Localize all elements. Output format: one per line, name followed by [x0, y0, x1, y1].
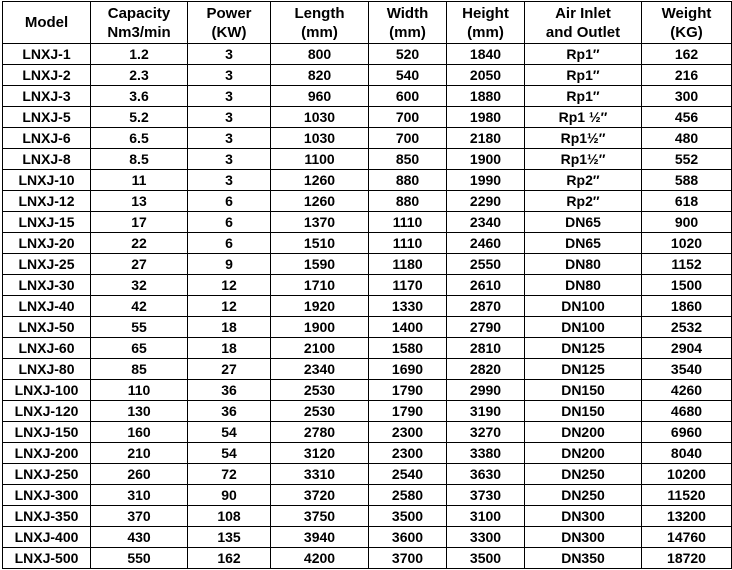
cell-air-inlet-outlet: Rp1″ — [525, 65, 642, 86]
cell-height: 2460 — [447, 233, 525, 254]
cell-model: LNXJ-2 — [3, 65, 91, 86]
cell-model: LNXJ-400 — [3, 527, 91, 548]
cell-power: 3 — [188, 149, 271, 170]
table-row — [3, 506, 732, 527]
cell-weight: 14760 — [642, 527, 732, 548]
cell-length: 1030 — [271, 128, 369, 149]
cell-capacity: 310 — [91, 485, 188, 506]
cell-power: 9 — [188, 254, 271, 275]
header-line: (mm) — [467, 23, 504, 41]
cell-weight: 900 — [642, 212, 732, 233]
cell-capacity: 6.5 — [91, 128, 188, 149]
table-row — [3, 65, 732, 86]
cell-width: 880 — [369, 170, 447, 191]
cell-capacity: 65 — [91, 338, 188, 359]
cell-width: 1110 — [369, 212, 447, 233]
cell-capacity: 8.5 — [91, 149, 188, 170]
cell-power: 54 — [188, 422, 271, 443]
cell-model: LNXJ-15 — [3, 212, 91, 233]
cell-power: 72 — [188, 464, 271, 485]
header-height — [447, 2, 525, 44]
cell-power: 12 — [188, 296, 271, 317]
table-row — [3, 548, 732, 569]
cell-air-inlet-outlet: Rp1 ½″ — [525, 107, 642, 128]
cell-length: 2530 — [271, 380, 369, 401]
cell-height: 2790 — [447, 317, 525, 338]
cell-air-inlet-outlet: DN125 — [525, 338, 642, 359]
cell-length: 3120 — [271, 443, 369, 464]
cell-length: 3720 — [271, 485, 369, 506]
table-row — [3, 401, 732, 422]
cell-power: 90 — [188, 485, 271, 506]
cell-model: LNXJ-8 — [3, 149, 91, 170]
cell-air-inlet-outlet: DN80 — [525, 275, 642, 296]
cell-capacity: 370 — [91, 506, 188, 527]
cell-capacity: 260 — [91, 464, 188, 485]
cell-weight: 3540 — [642, 359, 732, 380]
cell-air-inlet-outlet: DN200 — [525, 443, 642, 464]
cell-air-inlet-outlet: Rp1″ — [525, 44, 642, 65]
cell-air-inlet-outlet: DN65 — [525, 233, 642, 254]
cell-height: 2990 — [447, 380, 525, 401]
cell-height: 1840 — [447, 44, 525, 65]
header-line: and Outlet — [545, 23, 621, 41]
cell-length: 1260 — [271, 170, 369, 191]
cell-width: 1110 — [369, 233, 447, 254]
cell-width: 1170 — [369, 275, 447, 296]
cell-width: 2580 — [369, 485, 447, 506]
table-row — [3, 275, 732, 296]
cell-length: 4200 — [271, 548, 369, 569]
header-power — [188, 2, 271, 44]
cell-power: 3 — [188, 44, 271, 65]
header-line: Air Inlet — [555, 4, 611, 22]
cell-width: 850 — [369, 149, 447, 170]
table-row — [3, 254, 732, 275]
cell-capacity: 22 — [91, 233, 188, 254]
cell-length: 1370 — [271, 212, 369, 233]
cell-length: 960 — [271, 86, 369, 107]
cell-length: 1260 — [271, 191, 369, 212]
cell-height: 2810 — [447, 338, 525, 359]
cell-capacity: 17 — [91, 212, 188, 233]
cell-model: LNXJ-20 — [3, 233, 91, 254]
table-row — [3, 86, 732, 107]
cell-capacity: 11 — [91, 170, 188, 191]
cell-air-inlet-outlet: DN150 — [525, 401, 642, 422]
header-line: Length — [294, 4, 345, 22]
header-line: Power — [206, 4, 252, 22]
cell-weight: 4260 — [642, 380, 732, 401]
header-length — [271, 2, 369, 44]
cell-height: 3190 — [447, 401, 525, 422]
cell-power: 6 — [188, 191, 271, 212]
table-row — [3, 44, 732, 65]
cell-length: 1900 — [271, 317, 369, 338]
cell-height: 3500 — [447, 548, 525, 569]
cell-power: 18 — [188, 338, 271, 359]
cell-width: 880 — [369, 191, 447, 212]
cell-power: 3 — [188, 65, 271, 86]
cell-capacity: 2.3 — [91, 65, 188, 86]
cell-air-inlet-outlet: DN80 — [525, 254, 642, 275]
cell-capacity: 110 — [91, 380, 188, 401]
cell-length: 2530 — [271, 401, 369, 422]
table-row — [3, 485, 732, 506]
cell-capacity: 5.2 — [91, 107, 188, 128]
cell-model: LNXJ-350 — [3, 506, 91, 527]
cell-air-inlet-outlet: Rp1½″ — [525, 128, 642, 149]
cell-model: LNXJ-80 — [3, 359, 91, 380]
cell-height: 3270 — [447, 422, 525, 443]
cell-weight: 10200 — [642, 464, 732, 485]
cell-model: LNXJ-50 — [3, 317, 91, 338]
spec-table — [2, 1, 732, 569]
cell-height: 2870 — [447, 296, 525, 317]
table-row — [3, 443, 732, 464]
cell-width: 2300 — [369, 422, 447, 443]
cell-power: 6 — [188, 233, 271, 254]
cell-air-inlet-outlet: DN250 — [525, 464, 642, 485]
cell-power: 18 — [188, 317, 271, 338]
cell-air-inlet-outlet: Rp2″ — [525, 191, 642, 212]
cell-capacity: 160 — [91, 422, 188, 443]
cell-width: 3600 — [369, 527, 447, 548]
cell-weight: 618 — [642, 191, 732, 212]
cell-length: 2100 — [271, 338, 369, 359]
table-row — [3, 422, 732, 443]
cell-weight: 2532 — [642, 317, 732, 338]
header-line: (mm) — [301, 23, 338, 41]
cell-weight: 13200 — [642, 506, 732, 527]
cell-weight: 6960 — [642, 422, 732, 443]
cell-power: 3 — [188, 128, 271, 149]
table-row — [3, 338, 732, 359]
cell-power: 12 — [188, 275, 271, 296]
table-row — [3, 191, 732, 212]
cell-capacity: 32 — [91, 275, 188, 296]
cell-width: 1790 — [369, 401, 447, 422]
cell-weight: 300 — [642, 86, 732, 107]
cell-capacity: 210 — [91, 443, 188, 464]
cell-model: LNXJ-120 — [3, 401, 91, 422]
cell-capacity: 550 — [91, 548, 188, 569]
cell-model: LNXJ-100 — [3, 380, 91, 401]
table-row — [3, 359, 732, 380]
cell-length: 3310 — [271, 464, 369, 485]
table-row — [3, 380, 732, 401]
table-body — [3, 44, 732, 569]
cell-power: 36 — [188, 401, 271, 422]
cell-model: LNXJ-200 — [3, 443, 91, 464]
header-line: (KG) — [670, 23, 703, 41]
cell-length: 800 — [271, 44, 369, 65]
table-row — [3, 317, 732, 338]
cell-width: 2300 — [369, 443, 447, 464]
cell-capacity: 3.6 — [91, 86, 188, 107]
cell-length: 1590 — [271, 254, 369, 275]
cell-weight: 588 — [642, 170, 732, 191]
cell-length: 3940 — [271, 527, 369, 548]
cell-model: LNXJ-1 — [3, 44, 91, 65]
header-line: Width — [386, 4, 429, 22]
cell-capacity: 430 — [91, 527, 188, 548]
cell-model: LNXJ-40 — [3, 296, 91, 317]
header-line: (KW) — [211, 23, 247, 41]
cell-air-inlet-outlet: DN350 — [525, 548, 642, 569]
header-line: Nm3/min — [107, 23, 171, 41]
cell-length: 1100 — [271, 149, 369, 170]
cell-height: 3300 — [447, 527, 525, 548]
cell-weight: 8040 — [642, 443, 732, 464]
header-capacity — [91, 2, 188, 44]
cell-width: 1400 — [369, 317, 447, 338]
cell-weight: 1500 — [642, 275, 732, 296]
cell-air-inlet-outlet: Rp1½″ — [525, 149, 642, 170]
table-row — [3, 464, 732, 485]
header-weight — [642, 2, 732, 44]
cell-length: 1920 — [271, 296, 369, 317]
cell-length: 2780 — [271, 422, 369, 443]
cell-weight: 1152 — [642, 254, 732, 275]
cell-capacity: 42 — [91, 296, 188, 317]
cell-air-inlet-outlet: DN125 — [525, 359, 642, 380]
cell-length: 2340 — [271, 359, 369, 380]
cell-capacity: 1.2 — [91, 44, 188, 65]
cell-height: 2820 — [447, 359, 525, 380]
cell-model: LNXJ-3 — [3, 86, 91, 107]
cell-model: LNXJ-250 — [3, 464, 91, 485]
header-line: Weight — [661, 4, 712, 22]
cell-air-inlet-outlet: DN300 — [525, 527, 642, 548]
header-model — [3, 2, 91, 44]
header-line: Model — [24, 14, 69, 31]
cell-width: 700 — [369, 107, 447, 128]
cell-width: 600 — [369, 86, 447, 107]
cell-capacity: 85 — [91, 359, 188, 380]
table-row — [3, 233, 732, 254]
cell-width: 540 — [369, 65, 447, 86]
table-header-row — [3, 2, 732, 44]
cell-height: 3630 — [447, 464, 525, 485]
cell-height: 2550 — [447, 254, 525, 275]
cell-weight: 552 — [642, 149, 732, 170]
table-row — [3, 170, 732, 191]
cell-power: 54 — [188, 443, 271, 464]
cell-power: 135 — [188, 527, 271, 548]
cell-length: 3750 — [271, 506, 369, 527]
cell-air-inlet-outlet: DN65 — [525, 212, 642, 233]
cell-air-inlet-outlet: DN300 — [525, 506, 642, 527]
cell-weight: 18720 — [642, 548, 732, 569]
cell-model: LNXJ-60 — [3, 338, 91, 359]
cell-height: 1980 — [447, 107, 525, 128]
cell-power: 108 — [188, 506, 271, 527]
cell-width: 520 — [369, 44, 447, 65]
cell-length: 1030 — [271, 107, 369, 128]
cell-air-inlet-outlet: Rp1″ — [525, 86, 642, 107]
cell-height: 2180 — [447, 128, 525, 149]
cell-width: 3500 — [369, 506, 447, 527]
cell-height: 1990 — [447, 170, 525, 191]
cell-model: LNXJ-30 — [3, 275, 91, 296]
table-row — [3, 212, 732, 233]
cell-power: 3 — [188, 170, 271, 191]
header-air-inlet-outlet — [525, 2, 642, 44]
cell-power: 3 — [188, 107, 271, 128]
cell-width: 3700 — [369, 548, 447, 569]
header-line: Capacity — [107, 4, 171, 22]
cell-power: 3 — [188, 86, 271, 107]
cell-power: 36 — [188, 380, 271, 401]
cell-height: 2290 — [447, 191, 525, 212]
header-line: (mm) — [389, 23, 426, 41]
cell-length: 1710 — [271, 275, 369, 296]
cell-weight: 216 — [642, 65, 732, 86]
cell-model: LNXJ-25 — [3, 254, 91, 275]
cell-model: LNXJ-150 — [3, 422, 91, 443]
cell-width: 1180 — [369, 254, 447, 275]
cell-weight: 4680 — [642, 401, 732, 422]
table-row — [3, 149, 732, 170]
cell-air-inlet-outlet: DN200 — [525, 422, 642, 443]
cell-power: 27 — [188, 359, 271, 380]
cell-height: 2340 — [447, 212, 525, 233]
cell-weight: 1020 — [642, 233, 732, 254]
table-row — [3, 527, 732, 548]
cell-capacity: 13 — [91, 191, 188, 212]
cell-height: 2610 — [447, 275, 525, 296]
cell-model: LNXJ-300 — [3, 485, 91, 506]
table-row — [3, 107, 732, 128]
cell-power: 162 — [188, 548, 271, 569]
cell-air-inlet-outlet: Rp2″ — [525, 170, 642, 191]
cell-width: 1580 — [369, 338, 447, 359]
cell-capacity: 27 — [91, 254, 188, 275]
cell-model: LNXJ-10 — [3, 170, 91, 191]
cell-air-inlet-outlet: DN150 — [525, 380, 642, 401]
cell-length: 820 — [271, 65, 369, 86]
cell-air-inlet-outlet: DN250 — [525, 485, 642, 506]
cell-height: 1900 — [447, 149, 525, 170]
cell-capacity: 130 — [91, 401, 188, 422]
cell-weight: 1860 — [642, 296, 732, 317]
cell-height: 1880 — [447, 86, 525, 107]
cell-air-inlet-outlet: DN100 — [525, 317, 642, 338]
cell-height: 3730 — [447, 485, 525, 506]
cell-weight: 11520 — [642, 485, 732, 506]
cell-weight: 456 — [642, 107, 732, 128]
cell-width: 1330 — [369, 296, 447, 317]
cell-weight: 2904 — [642, 338, 732, 359]
cell-width: 700 — [369, 128, 447, 149]
cell-model: LNXJ-5 — [3, 107, 91, 128]
cell-height: 3100 — [447, 506, 525, 527]
cell-height: 2050 — [447, 65, 525, 86]
header-line: Height — [462, 4, 509, 22]
table-row — [3, 128, 732, 149]
cell-model: LNXJ-12 — [3, 191, 91, 212]
cell-model: LNXJ-6 — [3, 128, 91, 149]
cell-weight: 162 — [642, 44, 732, 65]
cell-model: LNXJ-500 — [3, 548, 91, 569]
cell-height: 3380 — [447, 443, 525, 464]
cell-width: 2540 — [369, 464, 447, 485]
cell-weight: 480 — [642, 128, 732, 149]
cell-power: 6 — [188, 212, 271, 233]
cell-width: 1690 — [369, 359, 447, 380]
cell-width: 1790 — [369, 380, 447, 401]
cell-length: 1510 — [271, 233, 369, 254]
cell-capacity: 55 — [91, 317, 188, 338]
cell-air-inlet-outlet: DN100 — [525, 296, 642, 317]
table-row — [3, 296, 732, 317]
header-width — [369, 2, 447, 44]
